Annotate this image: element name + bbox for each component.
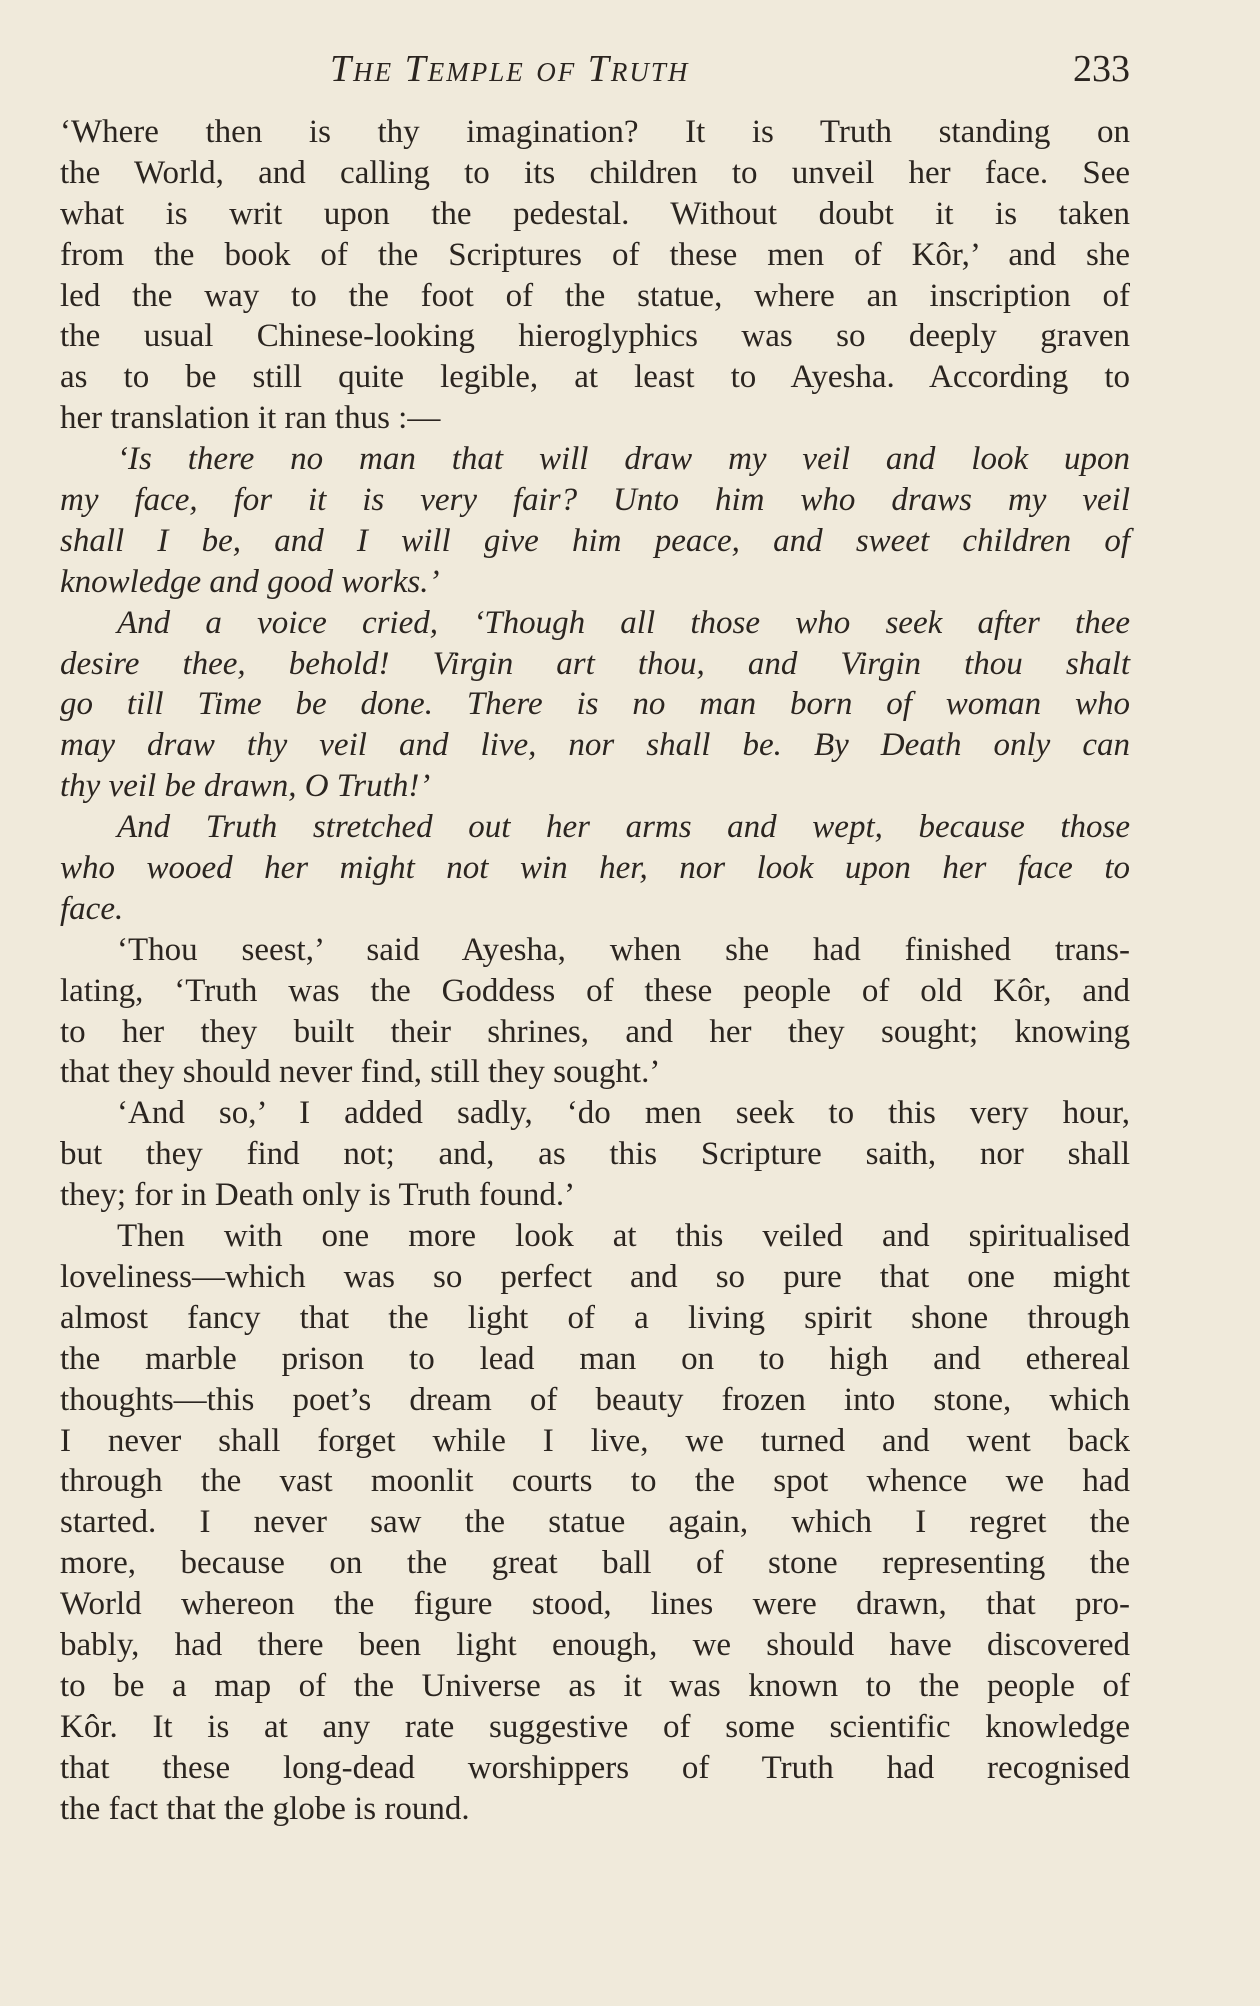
text-line: through the vast moonlit courts to the spot whence we had [60,1463,1130,1500]
body-text [60,112,1130,1829]
text-line: ‘Where then is thy imagination? It is Truth standing on [60,114,1130,150]
text-line: the World, and calling to its children to unveil her face. See [60,154,1130,191]
text-line: ‘Is there no man that will draw my veil and look upon [117,441,1130,478]
text-line: bably, had there been light enough, we should have discovered [60,1626,1130,1663]
text-line: Then with one more look at this veiled and spiritualised [117,1218,1130,1255]
text-line: but they find not; and, as this Scripture saith, nor shall [60,1136,1130,1173]
page-header [330,44,1130,94]
text-line: ‘And so,’ I added sadly, ‘do men seek to this very hour, [117,1095,1130,1132]
text-line: Kôr. It is at any rate suggestive of some scientific knowledge [60,1708,1130,1745]
text-line: as to be still quite legible, at least to Ayesha. According to [60,359,1130,396]
text-line: more, because on the great ball of stone representing the [60,1545,1130,1582]
text-line: face. [60,890,124,927]
text-line: they; for in Death only is Truth found.’ [60,1177,576,1214]
running-title: The Temple of Truth [330,48,690,90]
text-line: who wooed her might not win her, nor look upon her face to [60,850,1130,887]
text-line: my face, for it is very fair? Unto him who draws my veil [60,482,1130,519]
text-line: thoughts—this poet’s dream of beauty frozen into stone, which [60,1381,1130,1418]
text-line: the usual Chinese-looking hieroglyphics was so deeply graven [60,318,1130,355]
text-line: loveliness—which was so perfect and so pure that one might [60,1258,1130,1295]
text-line: almost fancy that the light of a living spirit shone through [60,1299,1130,1336]
text-line: her translation it ran thus :— [60,400,441,437]
text-line: ‘Thou seest,’ said Ayesha, when she had finished trans- [117,931,1130,968]
text-line: the fact that the globe is round. [60,1790,470,1827]
text-line: to her they built their shrines, and her they sought; knowing [60,1013,1130,1050]
text-line: led the way to the foot of the statue, where an inscription of [60,277,1130,314]
text-line: desire thee, behold! Virgin art thou, and Virgin thou shalt [60,645,1130,682]
text-line: started. I never saw the statue again, which I regret the [60,1504,1130,1541]
text-line: shall I be, and I will give him peace, and sweet children of [60,522,1130,559]
text-line: lating, ‘Truth was the Goddess of these people of old Kôr, and [60,972,1130,1009]
text-line: may draw thy veil and live, nor shall be. By Death only can [60,727,1130,764]
text-line: that these long-dead worshippers of Truth had recognised [60,1749,1130,1786]
text-line: thy veil be drawn, O Truth!’ [60,768,431,805]
text-line: And Truth stretched out her arms and wept, because those [117,809,1130,846]
page-number: 233 [1073,48,1130,90]
text-line: And a voice cried, ‘Though all those who seek after thee [117,604,1130,641]
text-line: what is writ upon the pedestal. Without doubt it is taken [60,195,1130,232]
text-line: that they should never find, still they sought.’ [60,1054,661,1091]
text-line: from the book of the Scriptures of these men of Kôr,’ and she [60,236,1130,273]
text-line: World whereon the figure stood, lines were drawn, that pro- [60,1586,1130,1623]
text-line: to be a map of the Universe as it was known to the people of [60,1667,1130,1704]
text-line: the marble prison to lead man on to high and ethereal [60,1340,1130,1377]
text-line: go till Time be done. There is no man born of woman who [60,686,1130,723]
text-line: knowledge and good works.’ [60,563,440,600]
text-line: I never shall forget while I live, we turned and went back [60,1422,1130,1459]
